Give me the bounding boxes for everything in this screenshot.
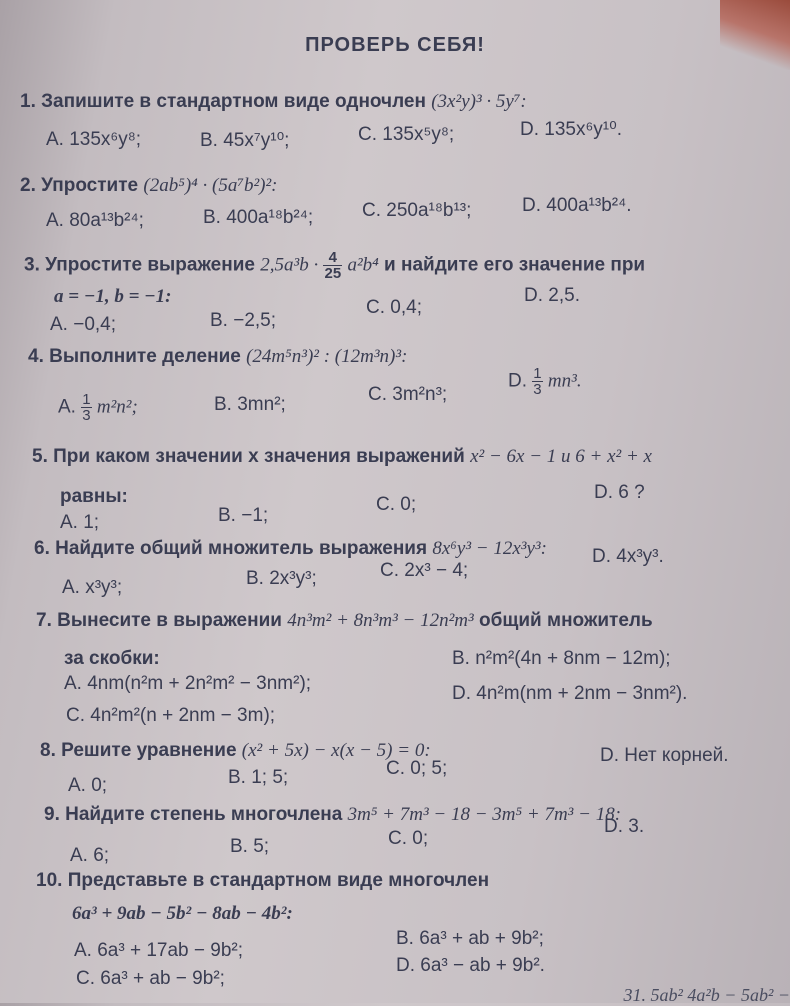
question-7: 7. Вынесите в выражении 4n³m² + 8n³m³ − 12n²m³ общий множитель [36,610,653,631]
q10-option-a: A. 6a³ + 17ab − 9b²; [74,940,244,961]
q8-option-c: C. 0; 5; [386,758,448,779]
q2-option-a: A. 80a¹³b²⁴; [46,210,144,231]
q9-option-c: C. 0; [388,828,429,849]
q6-option-a: A. x³y³; [62,577,123,598]
q4-option-a: A. $\frac{1}{3}$ m²n²; [58,391,138,424]
q3-option-a: A. −0,4; [50,314,117,335]
q5-option-c: C. 0; [376,494,417,515]
q2-option-c: C. 250a¹⁸b¹³; [362,200,472,221]
q7-option-d: D. 4n²m(nm + 2nm − 3nm²). [452,683,688,704]
q8-option-d: D. Нет корней. [600,745,729,766]
q10-option-b: B. 6a³ + ab + 9b²; [396,928,544,949]
question-3: 3. Упростите выражение 2,5a³b · $\frac{4}{25}$ a²b⁴ и найдите его значение при [24,249,646,282]
q2-option-d: D. 400a¹³b²⁴. [522,195,632,216]
question-8: 8. Решите уравнение (x² + 5x) − x(x − 5) = 0: [40,740,431,761]
q5-option-a: A. 1; [60,512,100,533]
q7-option-a: A. 4nm(n²m + 2n²m² − 3nm²); [64,673,312,694]
q3-option-c: C. 0,4; [366,297,422,318]
q5-option-b: B. −1; [218,505,269,526]
q9-option-b: B. 5; [230,836,270,857]
q10-option-c: C. 6a³ + ab − 9b²; [76,968,225,989]
q6-option-b: B. 2x³y³; [246,568,317,589]
q8-option-b: B. 1; 5; [228,767,289,788]
q1-option-b: B. 45x⁷y¹⁰; [200,130,290,151]
q4-option-b: B. 3mn²; [214,394,286,415]
q7-option-c: C. 4n²m²(n + 2nm − 3m); [66,705,276,726]
question-1: 1. Запишите в стандартном виде одночлен (3x²y)³ · 5y⁷: [20,91,527,112]
q4-option-d: D. $\frac{1}{3}$ mn³. [508,365,582,398]
q9-option-d: D. 3. [604,816,645,837]
q10-continuation: 6a³ + 9ab − 5b² − 8ab − 4b²: [72,903,293,924]
q9-option-a: A. 6; [70,845,110,866]
q4-option-c: C. 3m²n³; [368,384,448,405]
q1-option-c: C. 135x⁵y⁸; [358,124,455,145]
q1-option-d: D. 135x⁶y¹⁰. [520,119,623,140]
q3-continuation: a = −1, b = −1: [54,286,172,307]
question-2: 2. Упростите (2ab⁵)⁴ · (5a⁷b²)²: [20,175,278,196]
q3-option-b: B. −2,5; [210,310,277,331]
q1-option-a: A. 135x⁶y⁸; [46,129,142,150]
q3-fraction: $\frac{4}{25}$ [324,249,342,282]
q2-option-b: B. 400a¹⁸b²⁴; [203,207,314,228]
q5-continuation: равны: [60,486,128,507]
question-9: 9. Найдите степень многочлена 3m⁵ + 7m³ − 18 − 3m⁵ + 7m³ − 18: [44,804,622,825]
question-10: 10. Представьте в стандартном виде многочлен [36,870,490,891]
question-4: 4. Выполните деление (24m⁵n³)² : (12m³n)³: [28,346,408,367]
page-title: ПРОВЕРЬ СЕБЯ! [305,34,485,56]
q6-option-d: D. 4x³y³. [592,546,664,567]
q7-continuation: за скобки: [64,648,160,669]
question-5: 5. При каком значении x значения выражений x² − 6x − 1 и 6 + x² + x [32,446,652,467]
q10-option-d: D. 6a³ − ab + 9b². [396,955,545,976]
q6-option-c: C. 2x³ − 4; [380,560,469,581]
partial-next-line: 31. 5ab² 4a²b − 5ab² − [623,985,790,1005]
q7-option-b: B. n²m²(4n + 8nm − 12m); [452,648,671,669]
q4a-fraction: $\frac{1}{3}$ [82,391,91,424]
q4d-fraction: $\frac{1}{3}$ [533,365,542,398]
question-6: 6. Найдите общий множитель выражения 8x⁶y³ − 12x³y³: [34,538,547,559]
q3-option-d: D. 2,5. [524,285,580,306]
q5-option-d: D. 6 ? [594,482,645,503]
q8-option-a: A. 0; [68,775,108,796]
